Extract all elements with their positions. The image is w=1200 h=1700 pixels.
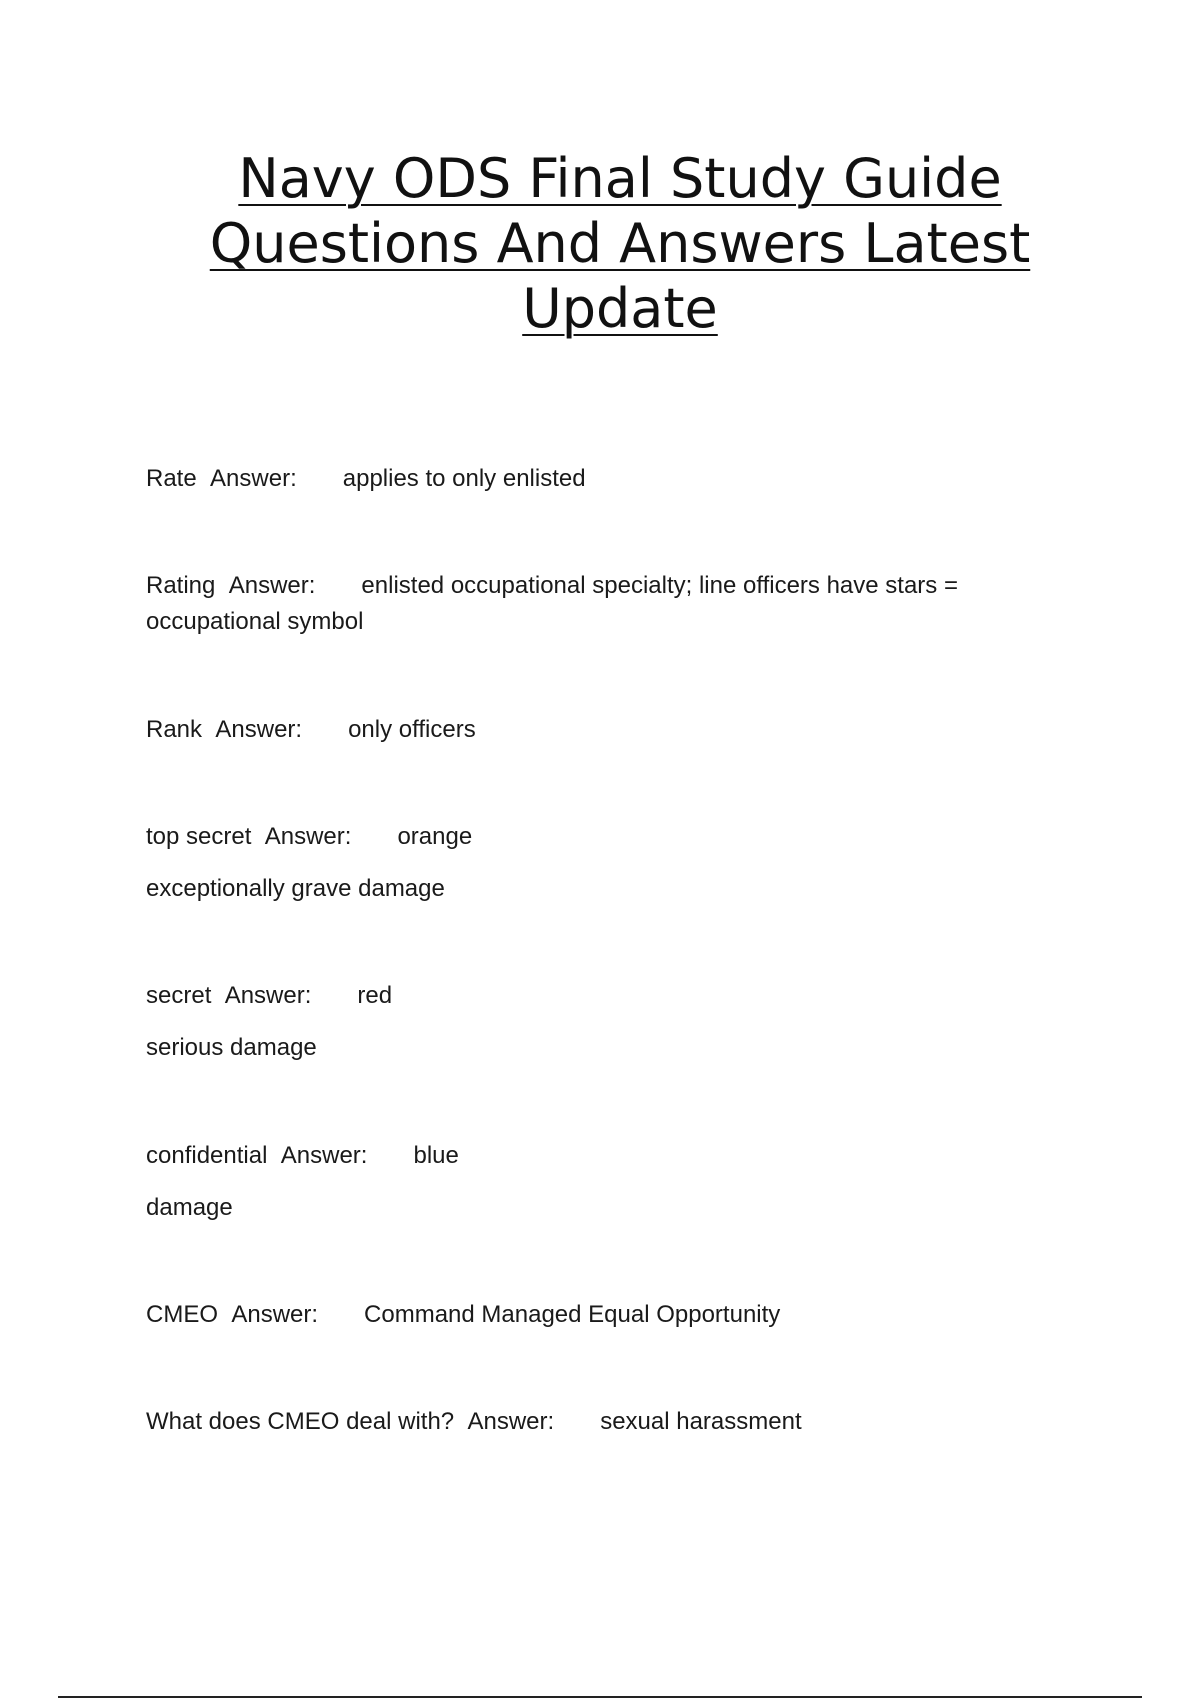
question-text: secret [146, 982, 212, 1009]
answer-label: Answer: [228, 572, 316, 599]
question-text: Rating [146, 572, 216, 599]
qa-item-cmeo [146, 1297, 1046, 1333]
answer-text: red [357, 982, 393, 1009]
qa-item-rating [146, 568, 1046, 640]
question-text: Rank [146, 716, 203, 743]
question-text: CMEO [146, 1301, 218, 1328]
answer-label: Answer: [280, 1142, 368, 1169]
answer-label: Answer: [231, 1301, 319, 1328]
answer-note: damage [146, 1194, 233, 1221]
answer-text: enlisted occupational specialty; line officers have stars = occupational symbol [146, 572, 958, 635]
question-text: What does CMEO deal with? [146, 1408, 455, 1435]
qa-item-rank [146, 712, 1046, 748]
answer-label: Answer: [467, 1408, 555, 1435]
question-text: confidential [146, 1142, 268, 1169]
answer-text: only officers [348, 716, 476, 743]
qa-item-secret [146, 978, 1046, 1066]
qa-item-top-secret [146, 819, 1046, 907]
footer-divider [58, 1696, 1142, 1698]
answer-label: Answer: [215, 716, 303, 743]
answer-text: Command Managed Equal Opportunity [364, 1301, 781, 1328]
answer-note: serious damage [146, 1034, 317, 1061]
answer-text: sexual harassment [600, 1408, 802, 1435]
qa-item-confidential [146, 1138, 1046, 1226]
question-text: top secret [146, 823, 252, 850]
question-text: Rate [146, 465, 197, 492]
answer-label: Answer: [224, 982, 312, 1009]
answer-text: blue [413, 1142, 459, 1169]
answer-text: applies to only enlisted [342, 465, 586, 492]
answer-text: orange [397, 823, 473, 850]
qa-item-cmeo-deal [146, 1404, 1046, 1440]
answer-note: exceptionally grave damage [146, 875, 445, 902]
qa-item-rate [146, 461, 1046, 497]
answer-label: Answer: [264, 823, 352, 850]
answer-label: Answer: [210, 465, 297, 492]
document-title: Navy ODS Final Study Guide Questions And Answers Latest Update [209, 147, 1031, 340]
